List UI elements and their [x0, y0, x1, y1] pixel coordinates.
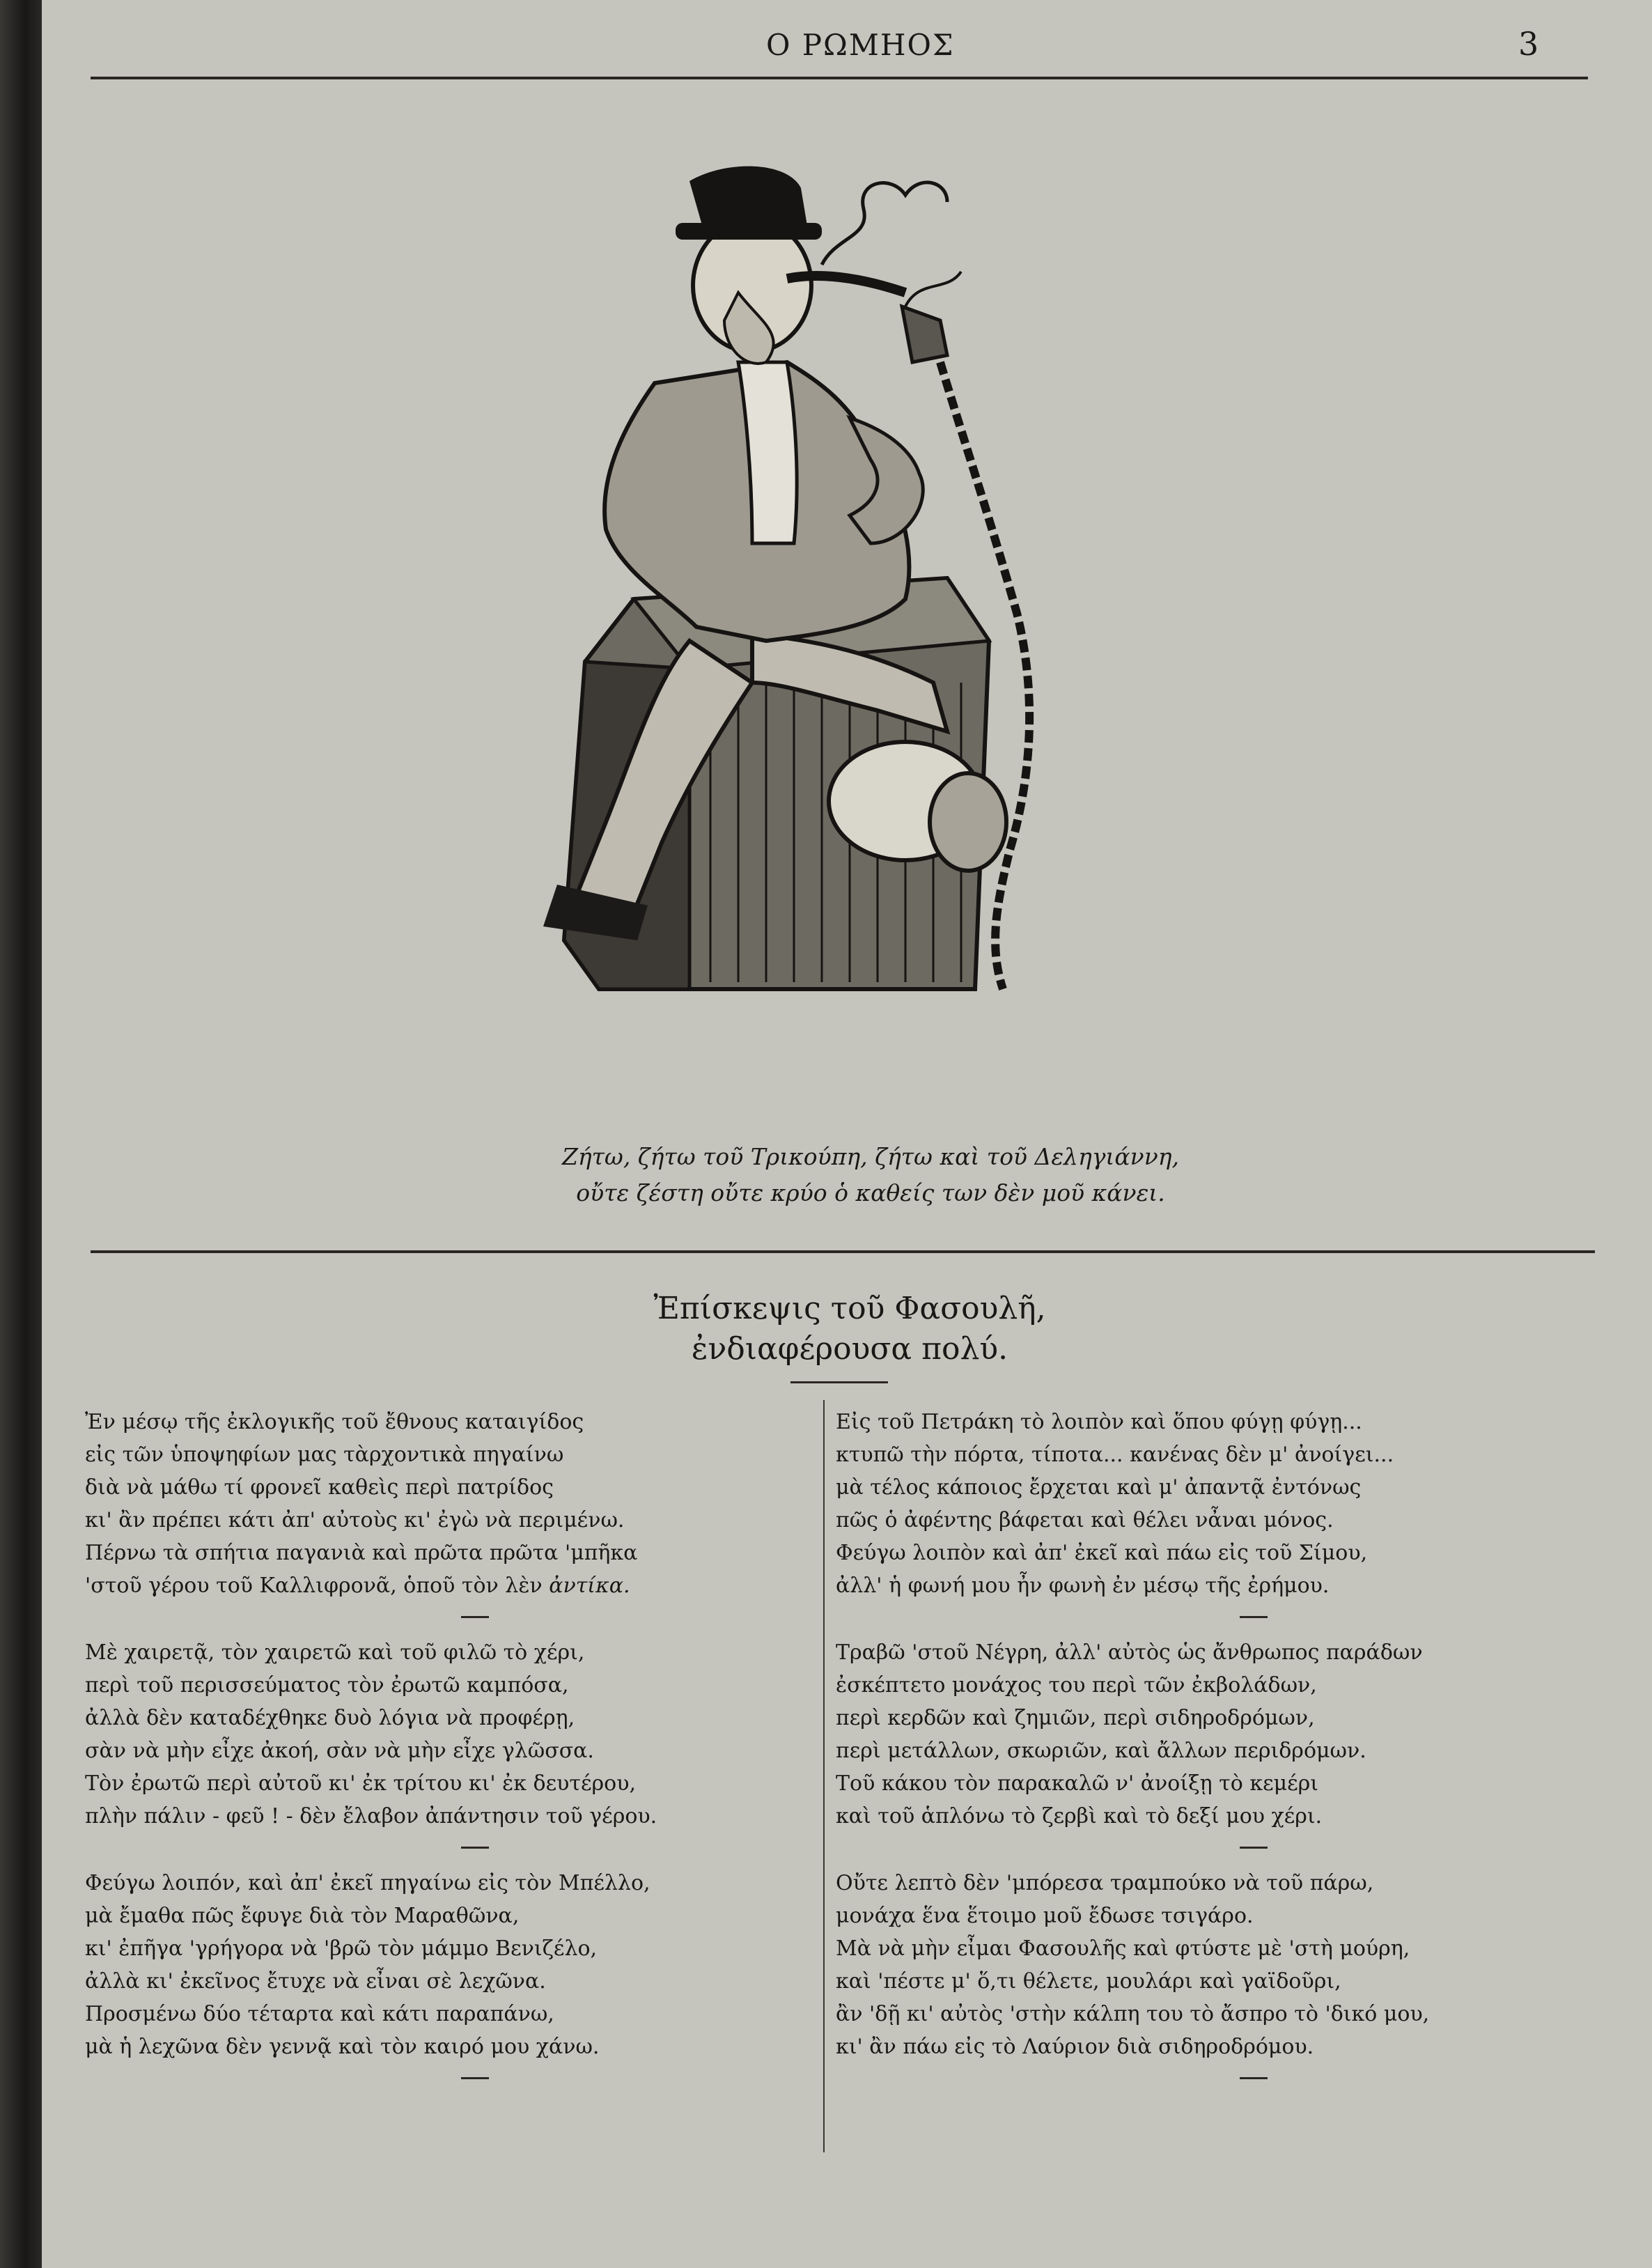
article-title-line-2: ἐνδιαφέρουσα πολύ.	[691, 1331, 1008, 1367]
stanza	[836, 1406, 1574, 1602]
book-binding-edge	[0, 0, 42, 2268]
verse-line: Οὔτε λεπτὸ δὲν 'μπόρεσα τραμπούκο νὰ τοῦ πάρω,	[836, 1871, 1374, 1895]
poem-left-column	[85, 1406, 809, 2097]
verse-line: μὰ ἡ λεχῶνα δὲν γεννᾷ καὶ τὸν καιρό μου χάνω.	[85, 2035, 600, 2059]
verse-line-text: 'στοῦ γέρου τοῦ Καλλιφρονᾶ, ὁποῦ τὸν λὲν	[85, 1574, 543, 1598]
verse-line: ἂν 'δῇ κι' αὐτὸς 'στὴν κάλπη του τὸ ἄσπρο τὸ 'δικό μου,	[836, 2002, 1430, 2026]
illustration-caption	[488, 1139, 1254, 1211]
stanza-separator	[461, 1847, 489, 1849]
verse-line: Πέρνω τὰ σπήτια παγανιὰ καὶ πρῶτα πρῶτα 'μπῆκα	[85, 1541, 638, 1565]
verse-line: κι' ἐπῆγα 'γρήγορα νὰ 'βρῶ τὸν μάμμο Βενιζέλο,	[85, 1936, 598, 1961]
verse-italic-word: ἀντίκα.	[549, 1574, 630, 1598]
verse-line	[85, 1569, 809, 1602]
stanza-separator	[1240, 1616, 1268, 1618]
stanza-separator	[461, 2077, 489, 2079]
stanza	[85, 1867, 809, 2063]
verse-line: ἀλλὰ δὲν καταδέχθηκε δυὸ λόγια νὰ προφέρῃ,	[85, 1706, 575, 1730]
poem-right-column	[836, 1406, 1574, 2097]
page-number: 3	[1518, 25, 1539, 63]
verse-line: εἰς τῶν ὑποψηφίων μας τὰρχοντικὰ πηγαίνω	[85, 1443, 564, 1467]
caption-line-1: Ζήτω, ζήτω τοῦ Τρικούπη, ζήτω καὶ τοῦ Δεληγιάννη,	[561, 1143, 1180, 1170]
stanza	[85, 1636, 809, 1833]
verse-line: πλὴν πάλιν - φεῦ ! - δὲν ἔλαβον ἀπάντησιν τοῦ γέρου.	[85, 1804, 657, 1828]
verse-line: μὰ τέλος κάποιος ἔρχεται καὶ μ' ἀπαντᾷ ἐντόνως	[836, 1475, 1362, 1500]
header-rule	[91, 77, 1588, 79]
column-divider	[823, 1400, 825, 2152]
verse-line: διὰ νὰ μάθω τί φρονεῖ καθεὶς περὶ πατρίδος	[85, 1475, 554, 1500]
caption-line-2: οὔτε ζέστη οὔτε κρύο ὁ καθείς των δὲν μοῦ κάνει.	[576, 1179, 1165, 1206]
verse-line: ἐσκέπτετο μονάχος του περὶ τῶν ἐκβολάδων,	[836, 1673, 1317, 1698]
verse-line: Ἐν μέσῳ τῆς ἐκλογικῆς τοῦ ἔθνους καταιγίδος	[85, 1410, 584, 1434]
verse-line: πῶς ὁ ἀφέντης βάφεται καὶ θέλει νἆναι μόνος.	[836, 1508, 1334, 1532]
stanza-separator	[461, 1616, 489, 1618]
verse-line: Τοῦ κάκου τὸν παρακαλῶ ν' ἀνοίξῃ τὸ κεμέρι	[836, 1771, 1319, 1796]
verse-line: ἀλλὰ κι' ἐκεῖνος ἔτυχε νὰ εἶναι σὲ λεχῶνα.	[85, 1969, 546, 1994]
verse-line: κτυπῶ τὴν πόρτα, τίποτα... κανένας δὲν μ' ἀνοίγει...	[836, 1443, 1394, 1467]
verse-line: Προσμένω δύο τέταρτα καὶ κάτι παραπάνω,	[85, 2002, 554, 2026]
stanza-separator	[1240, 2077, 1268, 2079]
stanza	[85, 1406, 809, 1602]
verse-line: μονάχα ἕνα ἕτοιμο μοῦ ἔδωσε τσιγάρο.	[836, 1904, 1254, 1928]
verse-line: καὶ τοῦ ἁπλόνω τὸ ζερβὶ καὶ τὸ δεξί μου χέρι.	[836, 1804, 1323, 1828]
verse-line: Μὰ νὰ μὴν εἶμαι Φασουλῆς καὶ φτύστε μὲ 'στὴ μούρη,	[836, 1936, 1410, 1961]
verse-line: Μὲ χαιρετᾷ, τὸν χαιρετῶ καὶ τοῦ φιλῶ τὸ χέρι,	[85, 1640, 585, 1665]
verse-line: Φεύγω λοιπὸν καὶ ἀπ' ἐκεῖ καὶ πάω εἰς τοῦ Σίμου,	[836, 1541, 1368, 1565]
running-title: Ο ΡΩΜΗΟΣ	[766, 28, 955, 62]
verse-line: περὶ κερδῶν καὶ ζημιῶν, περὶ σιδηροδρόμων,	[836, 1706, 1315, 1730]
verse-line: περὶ μετάλλων, σκωριῶν, καὶ ἄλλων περιδρόμων.	[836, 1739, 1366, 1763]
stanza	[836, 1867, 1574, 2063]
verse-line: Τραβῶ 'στοῦ Νέγρη, ἀλλ' αὐτὸς ὡς ἄνθρωπος παράδων	[836, 1640, 1423, 1665]
verse-line: κι' ἂν πάω εἰς τὸ Λαύριον διὰ σιδηροδρόμου.	[836, 2035, 1314, 2059]
title-rule	[790, 1381, 888, 1383]
verse-line: κι' ἂν πρέπει κάτι ἀπ' αὐτοὺς κι' ἐγὼ νὰ περιμένω.	[85, 1508, 625, 1532]
section-rule	[91, 1250, 1595, 1253]
stanza-separator	[1240, 1847, 1268, 1849]
verse-line: μὰ ἔμαθα πῶς ἔφυγε διὰ τὸν Μαραθῶνα,	[85, 1904, 520, 1928]
newspaper-page	[42, 0, 1652, 2268]
verse-line: Τὸν ἐρωτῶ περὶ αὐτοῦ κι' ἐκ τρίτου κι' ἐκ δευτέρου,	[85, 1771, 637, 1796]
article-title-line-1: Ἐπίσκεψις τοῦ Φασουλῆ,	[653, 1291, 1046, 1326]
verse-line: περὶ τοῦ περισσεύματος τὸν ἐρωτῶ καμπόσα,	[85, 1673, 569, 1698]
woodcut-man-smoking-pipe-on-crate-icon	[460, 153, 1261, 1073]
verse-line: Εἰς τοῦ Πετράκη τὸ λοιπὸν καὶ ὅπου φύγῃ φύγῃ...	[836, 1410, 1362, 1434]
verse-line: καὶ 'πέστε μ' ὅ,τι θέλετε, μουλάρι καὶ γαϊδοῦρι,	[836, 1969, 1341, 1994]
stanza	[836, 1636, 1574, 1833]
verse-line: Φεύγω λοιπόν, καὶ ἀπ' ἐκεῖ πηγαίνω εἰς τὸν Μπέλλο,	[85, 1871, 650, 1895]
article-title	[571, 1289, 1128, 1369]
verse-line: σὰν νὰ μὴν εἶχε ἀκοή, σὰν νὰ μὴν εἶχε γλῶσσα.	[85, 1739, 594, 1763]
verse-line: ἀλλ' ἡ φωνή μου ἦν φωνὴ ἐν μέσῳ τῆς ἐρήμου.	[836, 1574, 1330, 1598]
